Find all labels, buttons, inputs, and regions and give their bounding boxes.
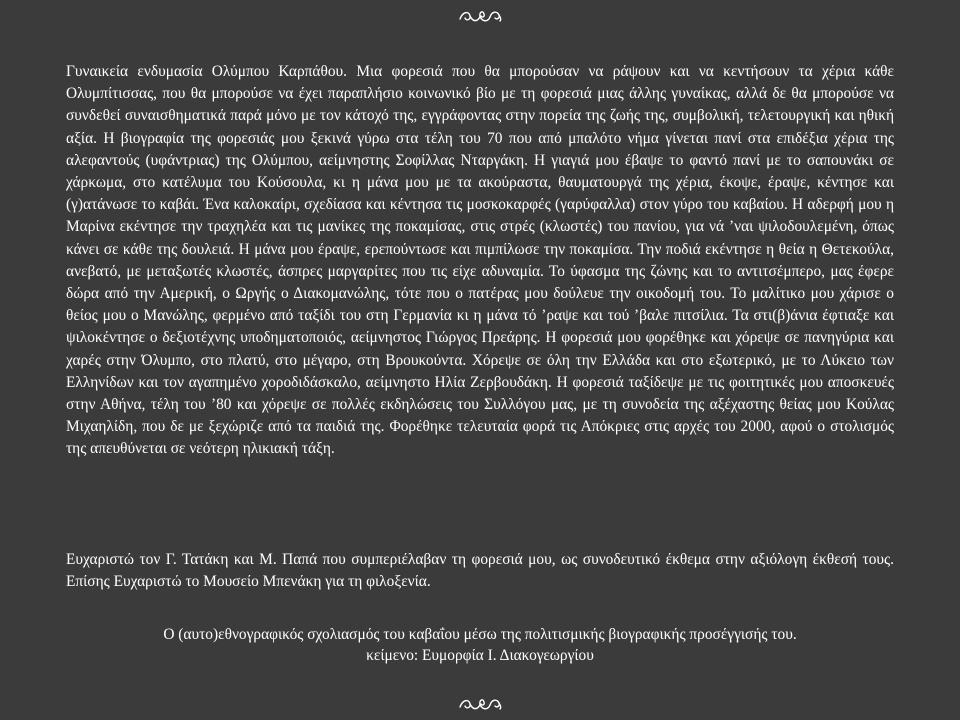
body-paragraph: Γυναικεία ενδυμασία Ολύμπου Καρπάθου. Μια φορεσιά που θα μπορούσαν να ράψουν και να κεντήσουν τα χέρια κάθε Ολυμπίτισσας, που θα μπορούσε να έχει παραπλήσιο κοινωνικό βίο με τη φορεσιά μιας άλλης γυναίκας, αλλά δε θα μπορούσε να συνδεθεί συναισθηματικά παρά μόνο με τον κάτοχό της, εγγράφοντας στην πορεία της ζωής της, συμβολική, τελετουργική και ηθική αξία. Η βιογραφία της φορεσιάς μου ξεκινά γύρω στα τέλη του 70 που από μπαλότο νήμα γίνεται πανί στα επιδέξια χέρια της αλεφαντούς (υφάντριας) της Ολύμπου, αείμνηστης Σοφίλλας Νταργάκη. Η γιαγιά μου έβαψε το φαντό πανί με το σαπουνάκι σε χάρκωμα, στο κατέλυμα του Κούσουλα, κι η μάνα μου με τα ακούραστα, θαυματουργά της χέρια, έκοψε, έραψε, κέντησε και (γ)ατάνωσε το καβάι. Ένα καλοκαίρι, σχεδίασα και κέντησα τις μοσκοκαρφές (γαρύφαλλα) στον γύρο του καβαίου. Η αδερφή μου η Μαρίνα εκέντησε την τραχηλέα και τις μανίκες της ποκαμίσας, στις στρές (κλωστές) του πανίου, για νά ’ναι ψιλοδουλεμένη, όπως κάνει σε κάθε της δουλειά. Η μάνα μου έραψε, ερεπούντωσε και πιμπίλωσε την ποκαμίσα. Την ποδιά εκέντησε η θεία η Θετεκούλα, ανεβατό, με μεταξωτές κλωστές, άσπρες μαργαρίτες που τις είχε αδυναμία. Το ύφασμα της ζώνης και το αντιτσέμπερο, μας έφερε δώρα από την Αμερική, ο Ωργής ο Διακομανώλης, τότε που ο πατέρας μου δούλευε την οικοδομή του. Το μαλίτικο μου χάρισε ο θείος μου ο Μανώλης, φερμένο από ταξίδι του στη Γερμανία κι η μάνα τό ’ραψε και τού ’βαλε πιτσίλια. Τα στι(β)άνια έφτιαξε και ψιλοκέντησε ο δεξιοτέχνης υποδηματοποιός, αείμνηστος Γιώργος Πρεάρης. Η φορεσιά μου φορέθηκε και χόρεψε σε πανηγύρια και χαρές στην Όλυμπο, στο πλατύ, στο μέγαρο, στη Βρουκούντα. Χόρεψε σε όλη την Ελλάδα και στο εξωτερικό, με το Λύκειο των Ελληνίδων και τον αγαπημένο χοροδιδάσκαλο, αείμνηστο Ηλία Ζερβουδάκη. Η φορεσιά ταξίδεψε με τις φοιτητικές μου αποσκευές στην Αθήνα, τέλη του ’80 και χόρεψε σε πολλές εκδηλώσεις του Συλλόγου μας, με τη συνοδεία της αξέχαστης θείας μου Κούλας Μιχαηλίδη, που δε με ξεχώριζε από τα παιδιά της. Φορέθηκε τελευταία φορά τις Απόκριες στις αρχές του 2000, αφού ο στολισμός της απευθύνεται σε νεότερη ηλικιακή τάξη. <box>66 63 894 458</box>
flourish-icon <box>457 6 503 26</box>
ornament-bottom <box>0 694 960 714</box>
ornament-top <box>0 6 960 26</box>
flourish-icon <box>457 694 503 714</box>
thanks-paragraph: Ευχαριστώ τον Γ. Τατάκη και Μ. Παπά που συμπεριέλαβαν τη φορεσιά μου, ως συνοδευτικό έκθεμα στην αξιόλογη έκθεσή τους. Επίσης Ευχαριστώ το Μουσείο Μπενάκη για τη φιλοξενία. <box>66 551 894 591</box>
caption <box>0 624 960 666</box>
caption-title: Ο (αυτο)εθνογραφικός σχολιασμός του καβαΐου μέσω της πολιτισμικής βιογραφικής προσέγγισής του. <box>163 626 797 643</box>
caption-author: κείμενο: Ευμορφία Ι. Διακογεωργίου <box>366 647 594 664</box>
